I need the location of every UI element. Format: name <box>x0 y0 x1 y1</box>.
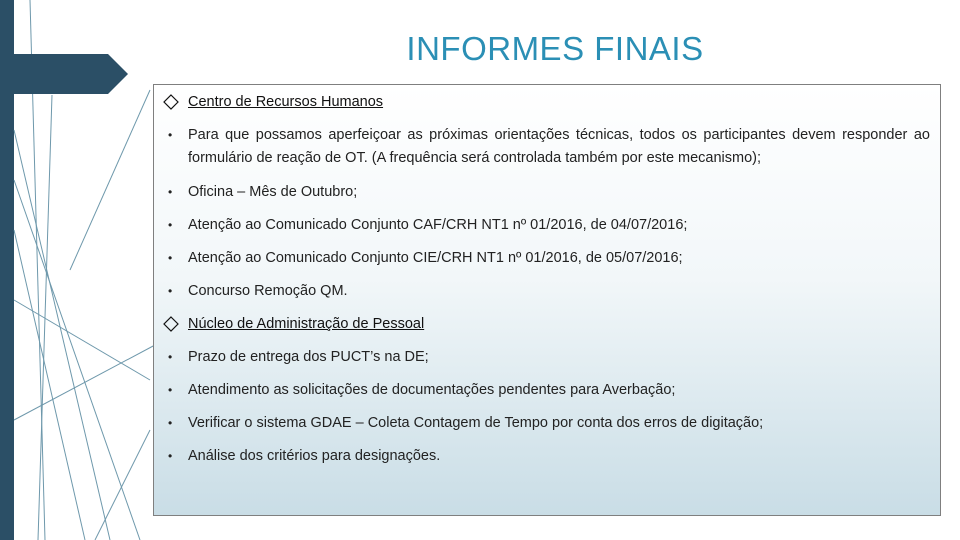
list-item-text: Concurso Remoção QM. <box>188 283 348 299</box>
bullet: • <box>168 449 173 463</box>
list-item-text: Atenção ao Comunicado Conjunto CIE/CRH NT1 nº 01/2016, de 05/07/2016; <box>188 250 683 266</box>
section-heading-nap <box>162 314 424 334</box>
diamond-outline-icon <box>162 315 180 333</box>
section-heading-label: Centro de Recursos Humanos <box>188 94 384 110</box>
content-box <box>153 84 941 516</box>
bullet: • <box>168 383 173 397</box>
diamond-outline-icon <box>162 93 180 111</box>
list-item-text: Oficina – Mês de Outubro; <box>188 184 358 200</box>
section-heading-crh <box>162 92 383 112</box>
list-item <box>168 412 930 435</box>
section-heading-label: Núcleo de Administração de Pessoal <box>188 316 425 332</box>
list-item <box>168 280 930 303</box>
page-title: INFORMES FINAIS <box>406 30 704 67</box>
bullet: • <box>168 251 173 265</box>
list-item-text: Atenção ao Comunicado Conjunto CAF/CRH NT1 nº 01/2016, de 04/07/2016; <box>188 217 688 233</box>
list-item-text: Prazo de entrega dos PUCT’s na DE; <box>188 349 429 365</box>
list-item <box>168 181 930 204</box>
list-item <box>168 379 930 402</box>
list-item <box>168 247 930 270</box>
title-arrow-tab <box>0 54 128 94</box>
bullet: • <box>168 218 173 232</box>
bullet: • <box>168 128 173 142</box>
list-item-text: Atendimento as solicitações de documentações pendentes para Averbação; <box>188 382 676 398</box>
list-item <box>168 124 930 170</box>
bullet: • <box>168 416 173 430</box>
bullet: • <box>168 350 173 364</box>
bullet: • <box>168 284 173 298</box>
list-item <box>168 445 930 468</box>
bullet: • <box>168 185 173 199</box>
list-item-text: Análise dos critérios para designações. <box>188 448 441 464</box>
list-item-text: Verificar o sistema GDAE – Coleta Contagem de Tempo por conta dos erros de digitação; <box>188 415 764 431</box>
list-item <box>168 214 930 237</box>
list-item <box>168 346 930 369</box>
list-item-text: Para que possamos aperfeiçoar as próximas orientações técnicas, todos os participantes devem responder ao formulário de reação de OT. (A frequência será controlada também por este mecanismo); <box>188 127 930 166</box>
